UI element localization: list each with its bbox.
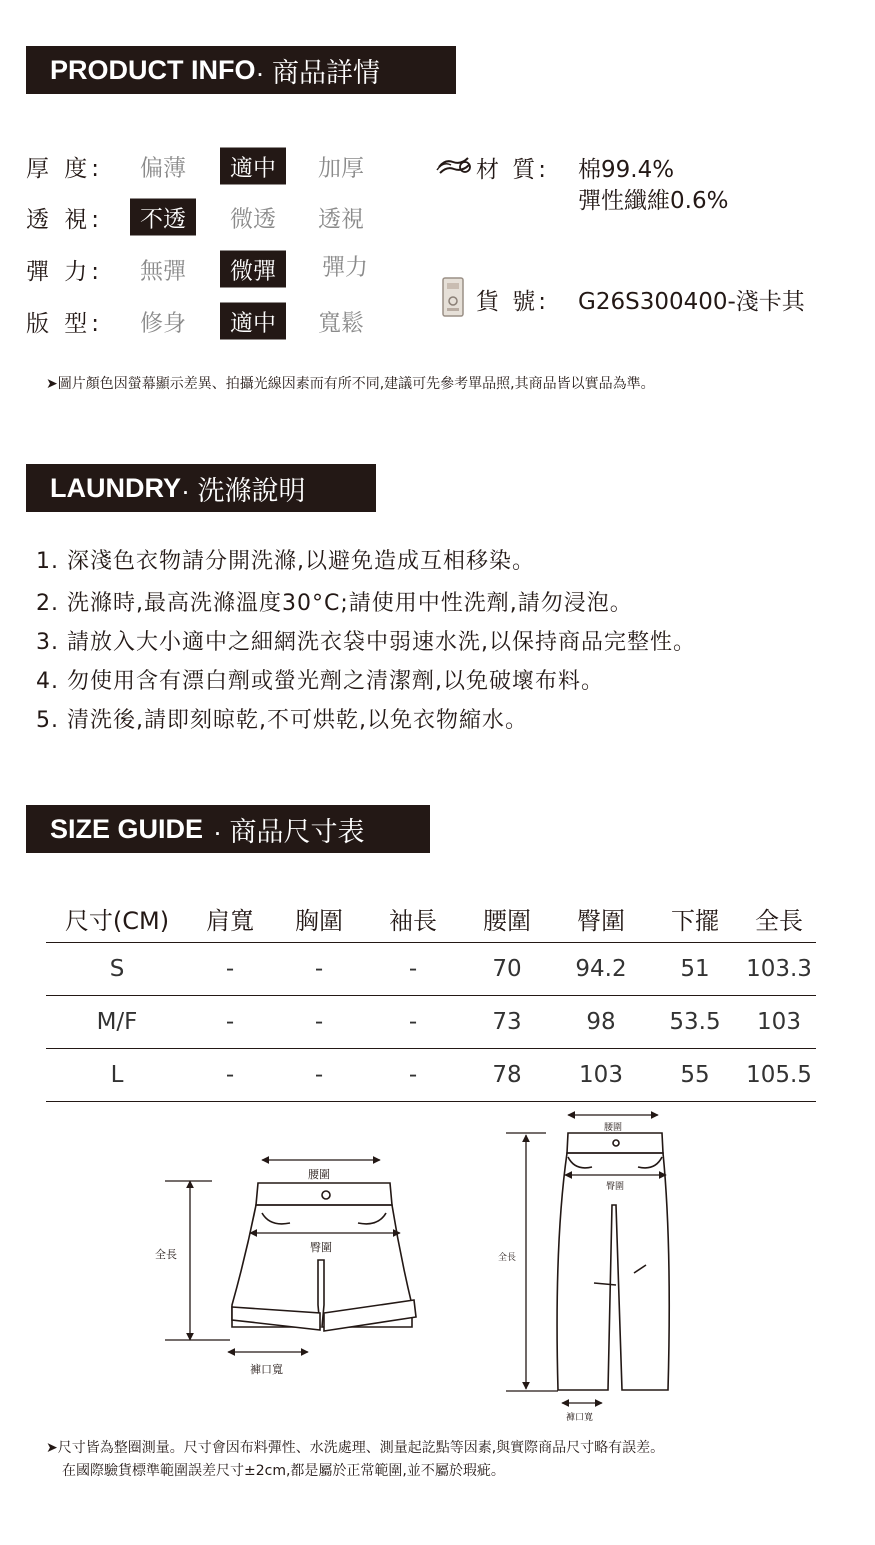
laundry-header bbox=[26, 464, 376, 512]
table-cell: M/F bbox=[46, 996, 188, 1049]
attr-option: 寬鬆 bbox=[318, 310, 364, 337]
table-cell: - bbox=[366, 1049, 460, 1102]
col-hem: 下擺 bbox=[648, 894, 742, 943]
laundry-item: 2. 洗滌時,最高洗滌溫度30°C;請使用中性洗劑,請勿浸泡。 bbox=[36, 591, 633, 616]
col-sleeve: 袖長 bbox=[366, 894, 460, 943]
attr-row-fit bbox=[26, 303, 364, 339]
attr-option: 微彈 bbox=[220, 251, 286, 288]
pants-measurements bbox=[506, 1115, 666, 1403]
table-cell: - bbox=[272, 943, 366, 996]
tag-icon bbox=[441, 275, 465, 323]
table-row bbox=[46, 996, 816, 1049]
attr-option: 彈力 bbox=[322, 254, 368, 281]
attr-row-thickness bbox=[26, 148, 364, 184]
table-cell: 103 bbox=[554, 1049, 648, 1102]
size-note-line1: ➤尺寸皆為整圈測量。尺寸會因布料彈性、水洗處理、測量起訖點等因素,與實際商品尺寸略有誤差。 bbox=[46, 1440, 665, 1456]
pants-hem-label: 褲口寬 bbox=[566, 1413, 594, 1423]
product-info-header-en: PRODUCT INFO bbox=[50, 54, 256, 85]
col-length: 全長 bbox=[742, 894, 816, 943]
table-cell: - bbox=[188, 1049, 272, 1102]
laundry-item: 5. 清洗後,請即刻晾乾,不可烘乾,以免衣物縮水。 bbox=[36, 708, 528, 733]
laundry-item: 1. 深淺色衣物請分開洗滌,以避免造成互相移染。 bbox=[36, 549, 535, 574]
size-table bbox=[46, 894, 816, 1102]
table-cell: - bbox=[188, 996, 272, 1049]
attr-option: 修身 bbox=[140, 310, 186, 337]
table-cell: 55 bbox=[648, 1049, 742, 1102]
col-hip: 臀圍 bbox=[554, 894, 648, 943]
table-cell: 103 bbox=[742, 996, 816, 1049]
table-cell: 70 bbox=[460, 943, 554, 996]
laundry-header-zh: · 洗滌說明 bbox=[181, 475, 306, 506]
attr-label: 彈 力: bbox=[26, 258, 104, 285]
attr-label: 透 視: bbox=[26, 206, 104, 233]
table-cell: 73 bbox=[460, 996, 554, 1049]
table-cell: - bbox=[366, 996, 460, 1049]
size-guide-header bbox=[26, 805, 430, 853]
table-row bbox=[46, 1049, 816, 1102]
attr-label: 版 型: bbox=[26, 310, 104, 337]
product-info-header bbox=[26, 46, 456, 94]
attr-option: 偏薄 bbox=[140, 155, 186, 182]
shorts-hip-label: 臀圍 bbox=[310, 1241, 332, 1254]
table-cell: 103.3 bbox=[742, 943, 816, 996]
table-cell: - bbox=[272, 996, 366, 1049]
material-label: 材 質: bbox=[476, 157, 550, 183]
table-cell: - bbox=[366, 943, 460, 996]
col-shoulder: 肩寬 bbox=[188, 894, 272, 943]
shorts-hem-label: 褲口寬 bbox=[250, 1363, 283, 1376]
table-cell: 105.5 bbox=[742, 1049, 816, 1102]
pants-hip-label: 臀圍 bbox=[606, 1182, 625, 1192]
attr-option: 適中 bbox=[220, 303, 286, 340]
size-guide-header-en: SIZE GUIDE bbox=[50, 813, 204, 844]
pants-length-label: 全長 bbox=[498, 1253, 517, 1263]
table-cell: 53.5 bbox=[648, 996, 742, 1049]
laundry-item: 4. 勿使用含有漂白劑或螢光劑之清潔劑,以免破壞布料。 bbox=[36, 669, 604, 694]
attr-option: 不透 bbox=[130, 199, 196, 236]
table-cell: 78 bbox=[460, 1049, 554, 1102]
table-row bbox=[46, 943, 816, 996]
table-cell: 98 bbox=[554, 996, 648, 1049]
attr-option: 微透 bbox=[230, 206, 276, 233]
attr-label: 厚 度: bbox=[26, 155, 104, 182]
thread-icon bbox=[435, 153, 473, 183]
product-info-header-zh: · 商品詳情 bbox=[255, 57, 380, 88]
size-table-header-row bbox=[46, 894, 816, 943]
table-cell: S bbox=[46, 943, 188, 996]
table-cell: L bbox=[46, 1049, 188, 1102]
material-line1: 棉99.4% bbox=[578, 157, 675, 183]
table-cell: - bbox=[272, 1049, 366, 1102]
pants-waist-label: 腰圍 bbox=[604, 1123, 623, 1133]
pants-diagram bbox=[557, 1133, 669, 1390]
material-line2: 彈性纖維0.6% bbox=[578, 188, 729, 214]
product-note: ➤圖片顏色因螢幕顯示差異、拍攝光線因素而有所不同,建議可先參考單品照,其商品皆以實品為準。 bbox=[46, 376, 655, 392]
table-cell: 51 bbox=[648, 943, 742, 996]
sku-label: 貨 號: bbox=[476, 289, 550, 315]
size-guide-header-zh: · 商品尺寸表 bbox=[213, 816, 365, 847]
measurement-diagrams bbox=[0, 1105, 875, 1425]
attr-option: 無彈 bbox=[140, 258, 186, 285]
attr-option: 加厚 bbox=[318, 155, 364, 182]
laundry-item: 3. 請放入大小適中之細網洗衣袋中弱速水洗,以保持商品完整性。 bbox=[36, 630, 696, 655]
shorts-waist-label: 腰圍 bbox=[308, 1168, 330, 1181]
shorts-length-label: 全長 bbox=[155, 1248, 177, 1261]
attr-row-transparency bbox=[26, 199, 364, 235]
col-chest: 胸圍 bbox=[272, 894, 366, 943]
table-cell: - bbox=[188, 943, 272, 996]
size-note-line2: 在國際驗貨標準範圍誤差尺寸±2cm,都是屬於正常範圍,並不屬於瑕疵。 bbox=[62, 1463, 505, 1479]
laundry-header-en: LAUNDRY bbox=[50, 472, 181, 503]
attr-row-elasticity bbox=[26, 251, 368, 287]
table-cell: 94.2 bbox=[554, 943, 648, 996]
col-size: 尺寸(CM) bbox=[46, 894, 188, 943]
attr-option: 透視 bbox=[318, 206, 364, 233]
sku-value: G26S300400-淺卡其 bbox=[578, 289, 805, 315]
attr-option: 適中 bbox=[220, 148, 286, 185]
shorts-diagram bbox=[232, 1183, 416, 1331]
col-waist: 腰圍 bbox=[460, 894, 554, 943]
